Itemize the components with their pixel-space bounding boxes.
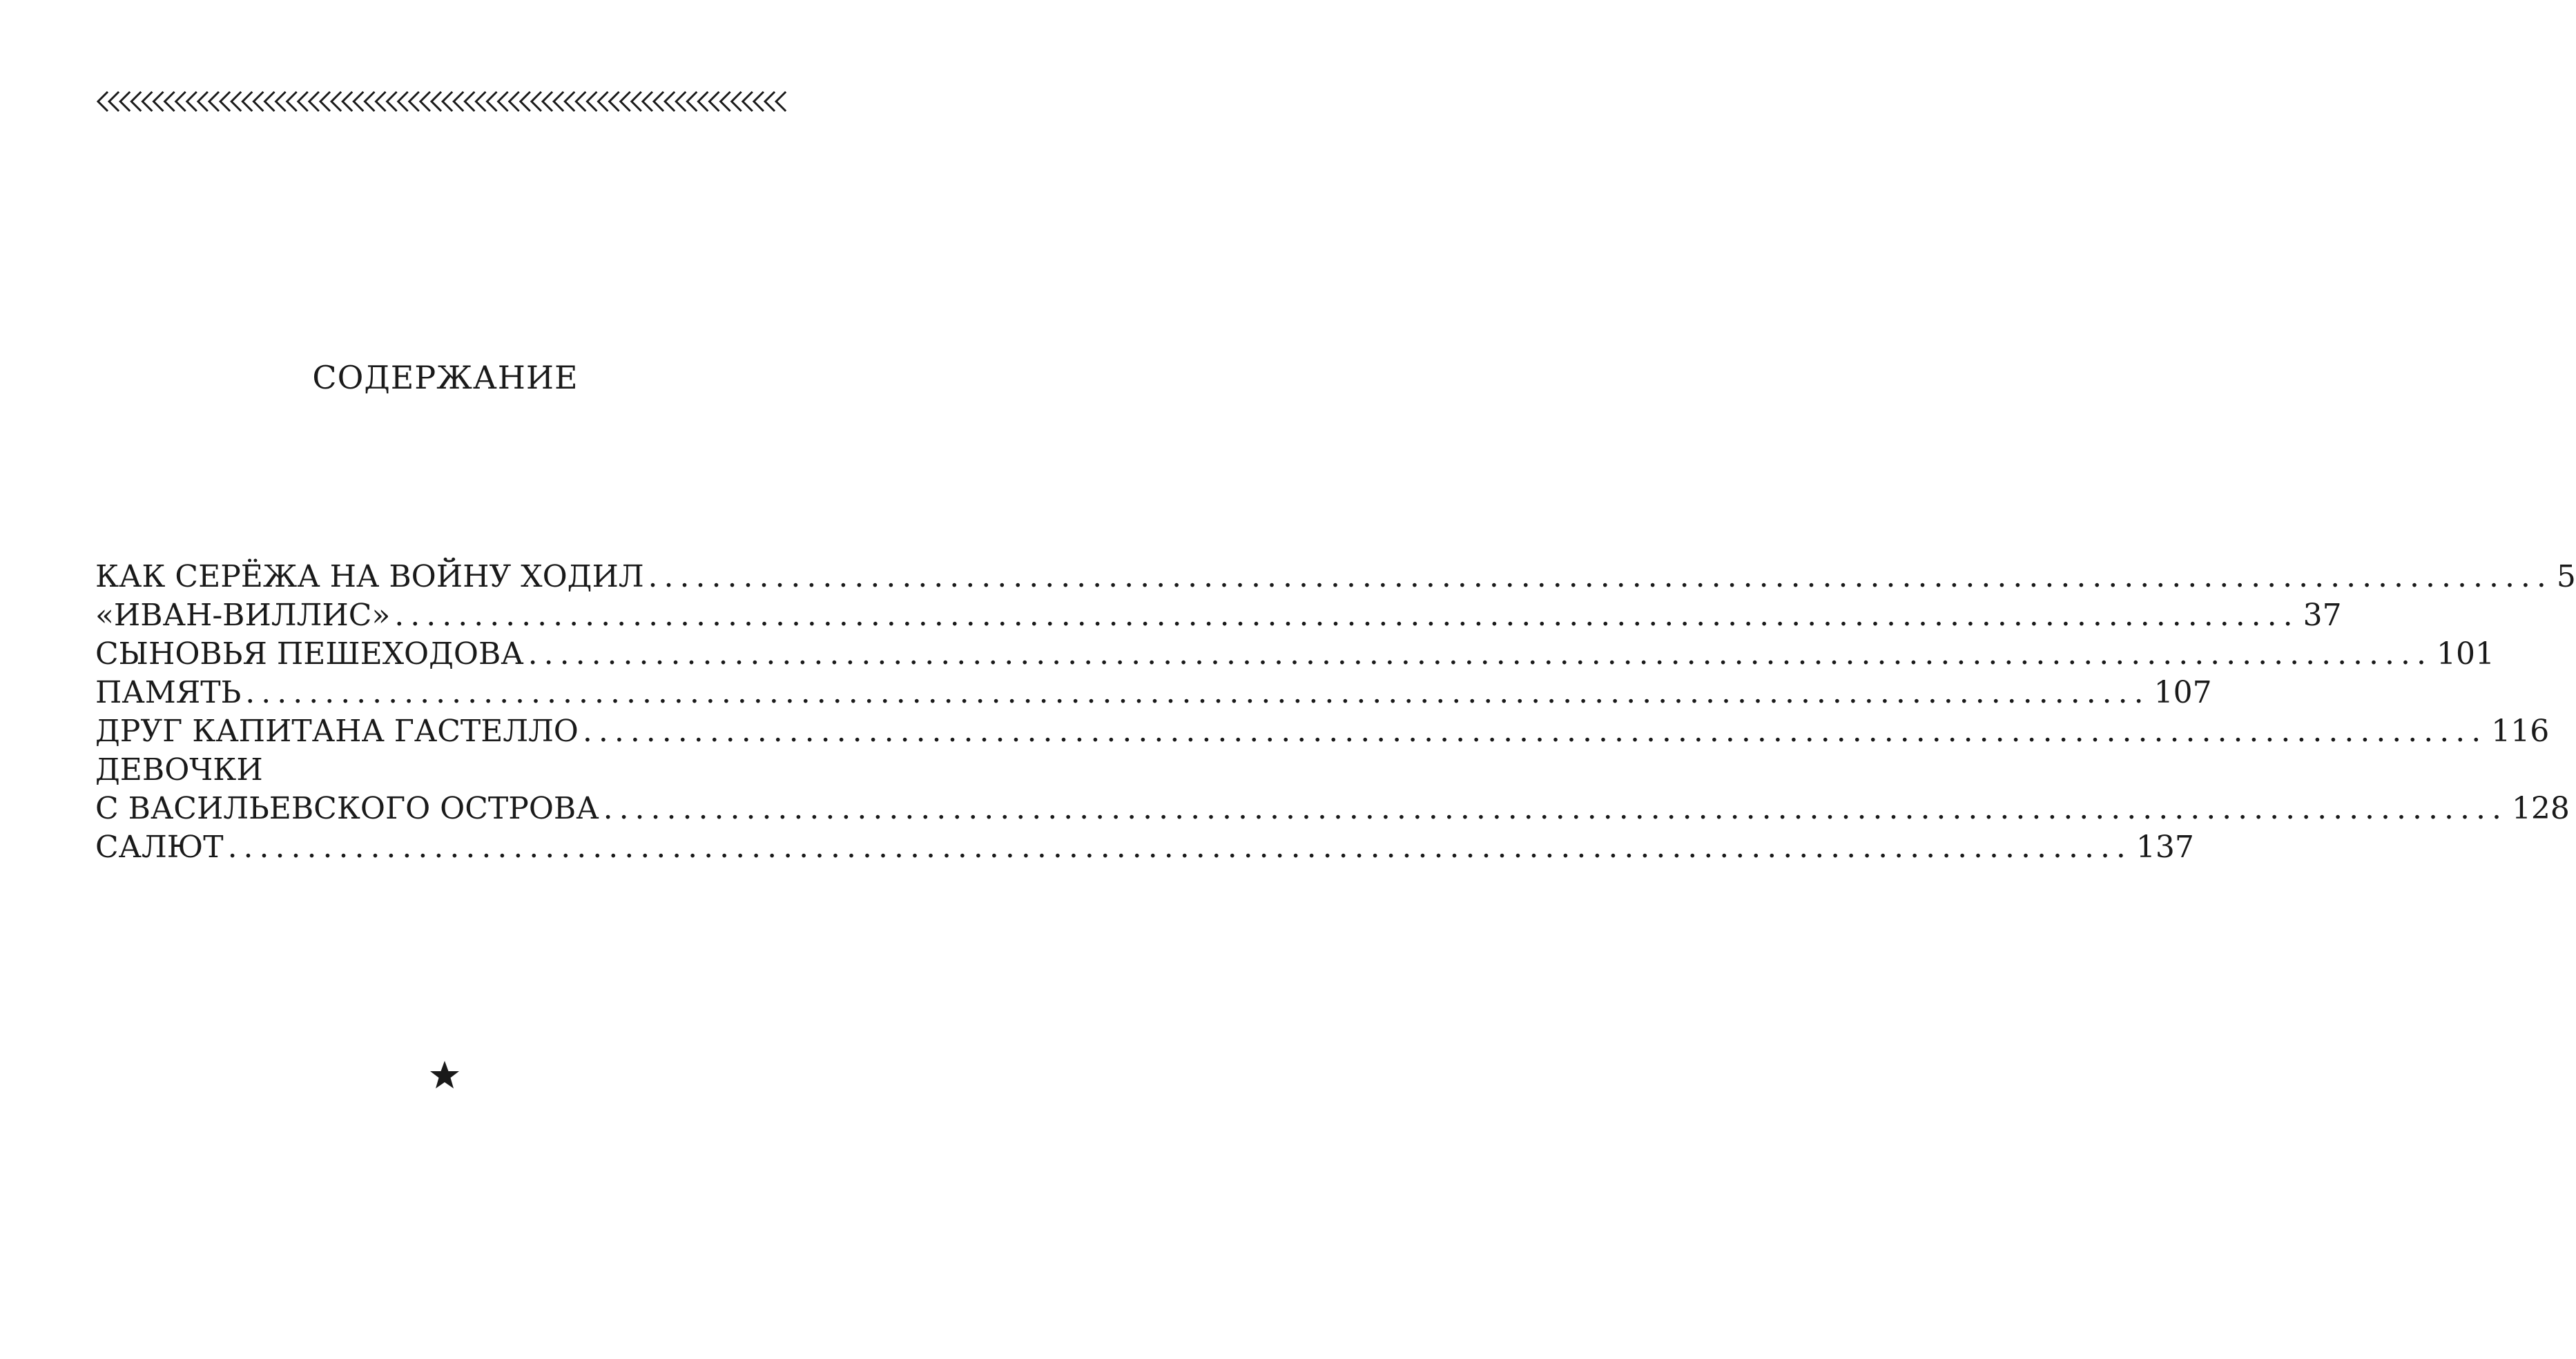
star-icon bbox=[428, 1059, 461, 1092]
dot-leader: ........................................................................................................................ bbox=[527, 636, 2432, 672]
toc-entry-line2 bbox=[95, 790, 2570, 828]
table-of-contents bbox=[95, 558, 2576, 867]
toc-entry-page: 137 bbox=[2136, 830, 2194, 865]
toc-entry-title-line1: ДЕВОЧКИ bbox=[95, 752, 263, 788]
toc-entry bbox=[95, 712, 2550, 751]
toc-entry-page: 128 bbox=[2511, 791, 2570, 826]
toc-entry-page: 107 bbox=[2153, 675, 2212, 710]
dot-leader: ........................................................................................................................ bbox=[227, 830, 2132, 865]
toc-entry-page: 5 bbox=[2556, 559, 2576, 594]
toc-entry-title: ДРУГ КАПИТАНА ГАСТЕЛЛО bbox=[95, 714, 579, 749]
toc-entry bbox=[95, 751, 2570, 828]
toc-entry bbox=[95, 558, 2576, 596]
toc-entry-title: С ВАСИЛЬЕВСКОГО ОСТРОВА bbox=[95, 791, 599, 826]
toc-entry-title: СЫНОВЬЯ ПЕШЕХОДОВА bbox=[95, 636, 524, 672]
toc-entry-page: 101 bbox=[2436, 636, 2495, 672]
toc-entry bbox=[95, 596, 2342, 635]
chevron-row-icon bbox=[95, 87, 795, 116]
dot-leader: ........................................................................................................................ bbox=[394, 598, 2299, 633]
toc-entry-title: САЛЮТ bbox=[95, 830, 224, 865]
toc-entry-title: «ИВАН-ВИЛЛИС» bbox=[95, 598, 391, 633]
toc-entry bbox=[95, 828, 2194, 867]
dot-leader: ........................................................................................................................ bbox=[648, 559, 2553, 594]
toc-entry-title: КАК СЕРЁЖА НА ВОЙНУ ХОДИЛ bbox=[95, 559, 644, 594]
toc-entry-page: 37 bbox=[2303, 598, 2342, 633]
dot-leader: ........................................................................................................................ bbox=[603, 791, 2508, 826]
toc-entry-title: ПАМЯТЬ bbox=[95, 675, 242, 710]
page-title: СОДЕРЖАНИЕ bbox=[312, 359, 579, 396]
dot-leader: ........................................................................................................................ bbox=[582, 714, 2488, 749]
toc-entry-page: 116 bbox=[2491, 714, 2550, 749]
toc-entry bbox=[95, 674, 2212, 712]
toc-entry bbox=[95, 635, 2495, 674]
dot-leader: ........................................................................................................................ bbox=[245, 675, 2150, 710]
